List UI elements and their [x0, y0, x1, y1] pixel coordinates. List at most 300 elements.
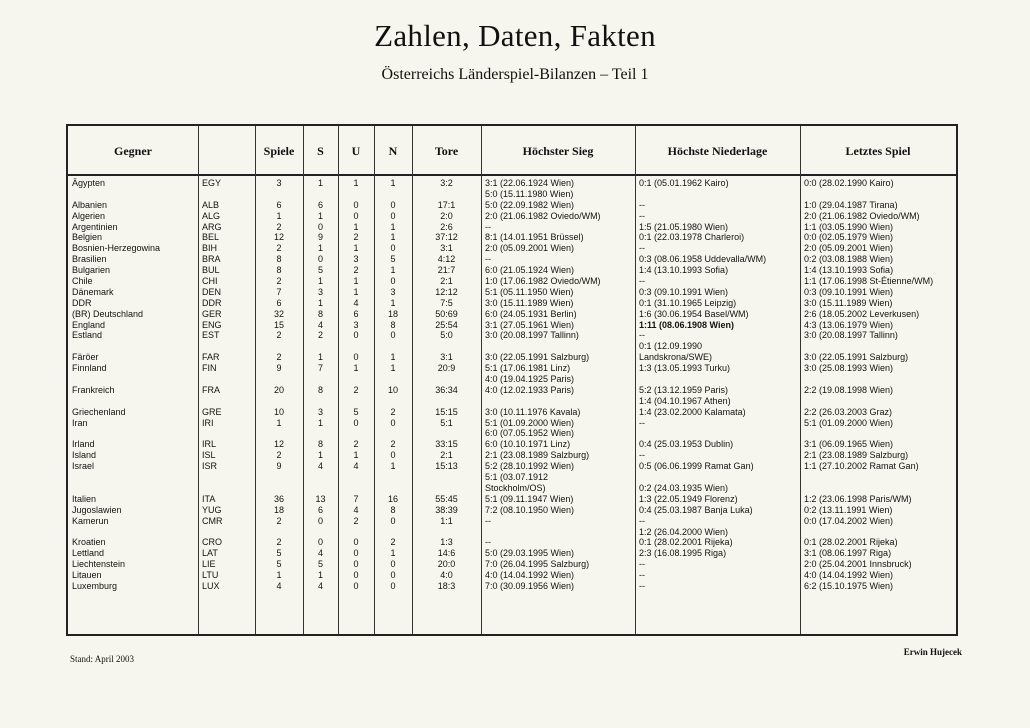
table-cell: DEN: [202, 286, 222, 297]
table-cell: 1:4 (04.10.1967 Athen): [639, 395, 731, 406]
table-cell: 0: [317, 221, 323, 232]
table-cell: [374, 483, 412, 494]
table-cell: [804, 428, 955, 439]
table-cell: 9: [317, 232, 323, 243]
table-cell: 1: [317, 276, 323, 287]
table-cell: 2: [276, 243, 282, 254]
table-cell: 5:1 (01.09.2000 Wien): [485, 417, 575, 428]
table-cell: [639, 374, 799, 385]
header-hoechster-sieg: Höchster Sieg: [522, 143, 594, 158]
table-cell: 8: [317, 384, 323, 395]
table-cell: 1: [390, 221, 396, 232]
table-cell: ALB: [202, 199, 220, 210]
table-cell: 2: [353, 232, 359, 243]
table-cell: 5:0 (29.03.1995 Wien): [485, 548, 575, 559]
table-cell: 12: [273, 439, 284, 450]
table-cell: [412, 472, 481, 483]
table-cell: 1:3: [440, 537, 453, 548]
table-cell: 0: [390, 570, 396, 581]
table-cell: DDR: [202, 297, 222, 308]
table-cell: [338, 374, 374, 385]
table-cell: 15: [273, 319, 284, 330]
table-cell: 7:5: [440, 297, 453, 308]
table-cell: 0:3 (09.10.1991 Wien): [639, 286, 729, 297]
table-cell: [202, 341, 254, 352]
table-cell: 6:0 (10.10.1971 Linz): [485, 439, 571, 450]
table-cell: 6:0 (21.05.1924 Wien): [485, 265, 575, 276]
table-cell: 0:2 (13.11.1991 Wien): [804, 504, 893, 515]
table-cell: 1: [317, 352, 323, 363]
table-cell: [303, 396, 338, 407]
table-cell: 1:0 (29.04.1987 Tirana): [804, 199, 898, 210]
table-cell: 7:0 (30.09.1956 Wien): [485, 580, 575, 591]
table-cell: 0:1 (28.02.2001 Rijeka): [804, 537, 898, 548]
table-cell: [303, 189, 338, 200]
table-cell: CRO: [202, 537, 222, 548]
table-cell: 0:1 (28.02.2001 Rijeka): [639, 537, 733, 548]
header-n: N: [388, 143, 398, 158]
table-cell: 3:1: [440, 352, 453, 363]
table-cell: 3: [353, 254, 359, 265]
table-cell: 5: [317, 265, 323, 276]
table-cell: [374, 189, 412, 200]
table-cell: 0: [353, 580, 359, 591]
table-cell: [255, 189, 303, 200]
column-divider: [800, 126, 801, 634]
table-cell: 2:0 (25.04.2001 Innsbruck): [804, 559, 912, 570]
table-cell: 1: [353, 178, 359, 188]
table-cell: 32: [273, 308, 284, 319]
table-cell: 4: [353, 297, 359, 308]
table-cell: 1: [276, 210, 282, 221]
table-cell: ISL: [202, 450, 216, 461]
table-cell: 20: [273, 384, 284, 395]
table-cell: 2:6 (18.05.2002 Leverkusen): [804, 308, 920, 319]
table-cell: [255, 428, 303, 439]
table-cell: FIN: [202, 363, 217, 374]
author-name: Erwin Hujecek: [903, 647, 962, 657]
table-cell: IRL: [202, 439, 217, 450]
table-cell: 0:2 (03.08.1988 Wien): [804, 254, 894, 265]
table-cell: [338, 341, 374, 352]
table-cell: 3:0 (10.11.1976 Kavala): [485, 406, 581, 417]
table-cell: BUL: [202, 265, 220, 276]
column-u: [338, 178, 374, 592]
table-cell: 2: [353, 515, 359, 526]
table-cell: [374, 341, 412, 352]
table-cell: 5: [390, 254, 396, 265]
table-cell: 25:54: [435, 319, 458, 330]
column-spiele: [255, 178, 303, 592]
table-cell: [374, 396, 412, 407]
table-cell: 0: [390, 580, 396, 591]
table-cell: [303, 483, 338, 494]
table-cell: DDR: [72, 297, 92, 308]
table-cell: [374, 374, 412, 385]
table-cell: 1:11 (08.06.1908 Wien): [639, 319, 734, 330]
table-cell: Finnland: [72, 363, 107, 374]
table-cell: [72, 189, 196, 200]
table-cell: 2:6: [440, 221, 453, 232]
table-cell: Kamerun: [72, 515, 109, 526]
table-cell: 50:69: [435, 308, 458, 319]
table-cell: 5:0 (22.09.1982 Wien): [485, 199, 575, 210]
table-cell: 4:0 (19.04.1925 Paris): [485, 374, 575, 385]
header-hoechste-niederlage: Höchste Niederlage: [667, 143, 768, 158]
table-cell: 2: [353, 384, 359, 395]
table-cell: EST: [202, 330, 220, 341]
table-cell: 7:2 (08.10.1950 Wien): [485, 504, 575, 515]
table-cell: 3:1 (08.06.1997 Riga): [804, 548, 892, 559]
table-cell: [72, 396, 196, 407]
column-divider: [635, 126, 636, 634]
table-cell: (BR) Deutschland: [72, 308, 144, 319]
table-cell: 0:1 (05.01.1962 Kairo): [639, 178, 729, 188]
table-cell: 0: [353, 210, 359, 221]
table-cell: 1:2 (26.04.2000 Wien): [639, 526, 729, 537]
table-cell: 3:1: [440, 243, 453, 254]
table-cell: [202, 396, 254, 407]
table-cell: Chile: [72, 276, 93, 287]
table-cell: 2:2 (19.08.1998 Wien): [804, 384, 894, 395]
table-cell: 0: [390, 199, 396, 210]
table-cell: FAR: [202, 352, 220, 363]
table-cell: ENG: [202, 319, 222, 330]
table-cell: 1: [353, 276, 359, 287]
table-cell: 1: [390, 352, 396, 363]
table-cell: [412, 189, 481, 200]
table-cell: 4: [317, 461, 323, 472]
table-cell: --: [639, 330, 645, 341]
table-cell: --: [485, 515, 491, 526]
table-cell: 4: [317, 319, 323, 330]
column-gegner: [72, 178, 196, 592]
table-cell: 10: [273, 406, 284, 417]
table-cell: 0:4 (25.03.1987 Banja Luka): [639, 504, 753, 515]
table-cell: 4:3 (13.06.1979 Wien): [804, 319, 894, 330]
table-cell: 1:1: [440, 515, 453, 526]
table-cell: --: [485, 221, 491, 232]
table-cell: [338, 472, 374, 483]
table-cell: [202, 428, 254, 439]
table-cell: 1: [353, 450, 359, 461]
table-cell: 6: [353, 308, 359, 319]
table-cell: 2: [390, 537, 396, 548]
table-cell: Iran: [72, 417, 88, 428]
table-cell: 2: [276, 276, 282, 287]
table-cell: 16: [387, 493, 398, 504]
header-s: S: [317, 143, 324, 158]
table-cell: 5: [276, 548, 282, 559]
table-cell: 2: [353, 439, 359, 450]
table-cell: --: [639, 450, 645, 461]
table-cell: BIH: [202, 243, 218, 254]
table-cell: 2: [276, 515, 282, 526]
table-cell: Bulgarien: [72, 265, 111, 276]
table-cell: Ägypten: [72, 178, 106, 188]
table-cell: 3:0 (20.08.1997 Tallinn): [485, 330, 579, 341]
table-cell: 0: [353, 537, 359, 548]
table-cell: [303, 428, 338, 439]
table-cell: ARG: [202, 221, 222, 232]
table-cell: [255, 472, 303, 483]
table-cell: --: [639, 276, 645, 287]
table-cell: 4: [353, 504, 359, 515]
table-cell: 0:3 (09.10.1991 Wien): [804, 286, 894, 297]
page-subtitle: Österreichs Länderspiel-Bilanzen – Teil 1: [381, 66, 649, 83]
table-cell: [72, 341, 196, 352]
table-cell: 0: [353, 330, 359, 341]
table-cell: 0: [390, 243, 396, 254]
table-cell: Lettland: [72, 548, 105, 559]
table-cell: 1: [317, 570, 323, 581]
table-cell: --: [639, 580, 645, 591]
table-cell: Algerien: [72, 210, 106, 221]
table-cell: 0:5 (06.06.1999 Ramat Gan): [639, 461, 754, 472]
table-cell: 4:12: [437, 254, 456, 265]
table-cell: 1: [317, 450, 323, 461]
table-cell: 1: [390, 363, 396, 374]
table-cell: 0:0 (28.02.1990 Kairo): [804, 178, 894, 188]
table-cell: 0: [317, 537, 323, 548]
table-cell: 6:0 (24.05.1931 Berlin): [485, 308, 577, 319]
table-cell: 1: [353, 286, 359, 297]
table-cell: [804, 527, 955, 538]
table-cell: [338, 428, 374, 439]
table-cell: 3:2: [440, 178, 453, 188]
table-cell: Liechtenstein: [72, 559, 126, 570]
table-cell: 18: [387, 308, 398, 319]
table-cell: 0:3 (08.06.1958 Uddevalla/WM): [639, 254, 767, 265]
table-cell: --: [639, 210, 645, 221]
table-cell: 7: [353, 493, 359, 504]
table-cell: 1:6 (30.06.1954 Basel/WM): [639, 308, 749, 319]
table-cell: 7: [317, 363, 323, 374]
table-cell: 2:1 (23.08.1989 Salzburg): [485, 450, 590, 461]
table-cell: 15:13: [435, 461, 458, 472]
table-cell: Griechenland: [72, 406, 126, 417]
table-cell: 2:0 (05.09.2001 Wien): [485, 243, 575, 254]
table-cell: 3:1 (06.09.1965 Wien): [804, 439, 894, 450]
table-cell: 0: [390, 276, 396, 287]
table-cell: 3: [353, 319, 359, 330]
table-cell: 5:0: [440, 330, 453, 341]
table-cell: 0: [353, 570, 359, 581]
table-cell: 7: [276, 286, 282, 297]
table-cell: 0:1 (31.10.1965 Leipzig): [639, 297, 737, 308]
table-cell: [485, 527, 633, 538]
column-code: [202, 178, 254, 592]
table-cell: 8:1 (14.01.1951 Brüssel): [485, 232, 584, 243]
table-cell: Island: [72, 450, 97, 461]
table-cell: --: [639, 199, 645, 210]
table-cell: LAT: [202, 548, 218, 559]
table-cell: 38:39: [435, 504, 458, 515]
table-cell: 2: [317, 330, 323, 341]
table-cell: [639, 428, 799, 439]
table-cell: FRA: [202, 384, 220, 395]
table-cell: 20:0: [437, 559, 456, 570]
table-cell: [72, 483, 196, 494]
table-cell: CHI: [202, 276, 218, 287]
table-cell: 5:1 (17.06.1981 Linz): [485, 363, 571, 374]
table-cell: 3: [317, 286, 323, 297]
table-cell: 3:0 (20.08.1997 Tallinn): [804, 330, 898, 341]
table-cell: Färöer: [72, 352, 99, 363]
table-cell: 0:4 (25.03.1953 Dublin): [639, 439, 734, 450]
table-cell: 1:3 (13.05.1993 Turku): [639, 363, 731, 374]
table-cell: 2: [276, 352, 282, 363]
table-cell: GER: [202, 308, 222, 319]
table-cell: 12:12: [435, 286, 458, 297]
table-cell: 0: [390, 559, 396, 570]
table-cell: 0:1 (22.03.1978 Charleroi): [639, 232, 745, 243]
table-cell: 3:1 (22.06.1924 Wien): [485, 178, 575, 188]
table-cell: [412, 341, 481, 352]
table-cell: 1:5 (21.05.1980 Wien): [639, 221, 729, 232]
table-cell: [374, 428, 412, 439]
table-cell: 20:9: [437, 363, 456, 374]
table-cell: 1: [390, 297, 396, 308]
table-cell: [303, 374, 338, 385]
table-cell: 1: [317, 297, 323, 308]
table-cell: 0: [390, 210, 396, 221]
table-cell: 6: [317, 199, 323, 210]
table-cell: 2:1: [440, 450, 453, 461]
table-cell: Brasilien: [72, 254, 107, 265]
table-cell: Jugoslawien: [72, 504, 122, 515]
table-cell: 3:0 (15.11.1989 Wien): [804, 297, 893, 308]
table-cell: [412, 428, 481, 439]
table-cell: --: [639, 243, 645, 254]
table-cell: 6:0 (07.05.1952 Wien): [485, 428, 575, 439]
column-hoechste-niederlage: [639, 178, 799, 592]
table-cell: 4:0 (14.04.1992 Wien): [804, 570, 894, 581]
table-cell: [338, 483, 374, 494]
table-cell: 18:3: [437, 580, 456, 591]
table-cell: --: [639, 570, 645, 581]
table-cell: 1: [353, 363, 359, 374]
table-cell: 0: [353, 559, 359, 570]
table-cell: 4: [353, 461, 359, 472]
table-cell: 3: [276, 178, 282, 188]
table-cell: [303, 472, 338, 483]
table-cell: 8: [276, 265, 282, 276]
table-cell: 6:2 (15.10.1975 Wien): [804, 580, 894, 591]
table-cell: 2: [390, 439, 396, 450]
table-cell: 6: [317, 504, 323, 515]
table-cell: [255, 396, 303, 407]
table-cell: Kroatien: [72, 537, 106, 548]
table-cell: 2:0 (21.06.1982 Oviedo/WM): [485, 210, 601, 221]
table-cell: 1: [390, 265, 396, 276]
table-cell: 2:3 (16.08.1995 Riga): [639, 548, 727, 559]
table-cell: CMR: [202, 515, 223, 526]
table-cell: 1:4 (13.10.1993 Sofia): [804, 265, 894, 276]
table-cell: LIE: [202, 559, 216, 570]
table-cell: 2:2 (26.03.2003 Graz): [804, 406, 893, 417]
table-cell: 1: [317, 178, 323, 188]
table-cell: 33:15: [435, 439, 458, 450]
table-cell: BEL: [202, 232, 220, 243]
table-cell: 1:1 (27.10.2002 Ramat Gan): [804, 461, 919, 472]
table-cell: 1:1 (03.05.1990 Wien): [804, 221, 894, 232]
table-cell: [303, 341, 338, 352]
table-cell: 2: [276, 450, 282, 461]
table-cell: 5:1 (01.09.2000 Wien): [804, 417, 894, 428]
table-cell: [412, 527, 481, 538]
table-cell: 9: [276, 363, 282, 374]
table-cell: 36: [273, 493, 284, 504]
table-cell: 0: [317, 515, 323, 526]
table-cell: 3:0 (15.11.1989 Wien): [485, 297, 574, 308]
table-cell: --: [639, 417, 645, 428]
table-cell: 7:0 (26.04.1995 Salzburg): [485, 559, 590, 570]
table-cell: [338, 189, 374, 200]
table-cell: Luxemburg: [72, 580, 118, 591]
column-s: [303, 178, 338, 592]
table-cell: [255, 483, 303, 494]
header-letztes-spiel: Letztes Spiel: [845, 143, 911, 158]
table-cell: LUX: [202, 580, 220, 591]
column-tore: [412, 178, 481, 592]
table-cell: 0: [353, 352, 359, 363]
table-cell: Irland: [72, 439, 95, 450]
table-cell: 3:0 (22.05.1991 Salzburg): [804, 352, 909, 363]
table-cell: Italien: [72, 493, 97, 504]
table-cell: [72, 472, 196, 483]
table-cell: 2: [276, 221, 282, 232]
table-cell: 17:1: [437, 199, 456, 210]
table-cell: 1: [276, 570, 282, 581]
table-cell: [804, 189, 955, 200]
table-cell: --: [639, 559, 645, 570]
stand-date: Stand: April 2003: [70, 654, 135, 664]
table-cell: 3:0 (22.05.1991 Salzburg): [485, 352, 590, 363]
table-cell: 5: [353, 406, 359, 417]
table-cell: [374, 472, 412, 483]
table-cell: [412, 483, 481, 494]
table-cell: Bosnien-Herzegowina: [72, 243, 161, 254]
table-cell: YUG: [202, 504, 222, 515]
table-cell: England: [72, 319, 106, 330]
table-cell: 2:0: [440, 210, 453, 221]
table-cell: [255, 341, 303, 352]
table-cell: 4:0: [440, 570, 453, 581]
table-cell: 1:4 (23.02.2000 Kalamata): [639, 406, 746, 417]
table-cell: Landskrona/SWE): [639, 352, 713, 363]
table-cell: 1: [390, 548, 396, 559]
table-cell: 4:0 (14.04.1992 Wien): [485, 570, 575, 581]
table-cell: Albanien: [72, 199, 108, 210]
table-cell: 18: [273, 504, 284, 515]
table-cell: 0:0 (02.05.1979 Wien): [804, 232, 894, 243]
table-cell: [202, 472, 254, 483]
table-header-row: [68, 126, 956, 176]
table-cell: [639, 189, 799, 200]
table-cell: 3: [317, 406, 323, 417]
table-cell: --: [485, 537, 491, 548]
table-cell: [412, 396, 481, 407]
table-cell: 0: [353, 548, 359, 559]
table-cell: ISR: [202, 461, 218, 472]
table-cell: [255, 374, 303, 385]
table-cell: 5:2 (13.12.1959 Paris): [639, 384, 729, 395]
table-cell: Litauen: [72, 570, 102, 581]
table-cell: 1: [317, 243, 323, 254]
table-cell: EGY: [202, 178, 222, 188]
table-cell: 5:2 (28.10.1992 Wien): [485, 461, 575, 472]
